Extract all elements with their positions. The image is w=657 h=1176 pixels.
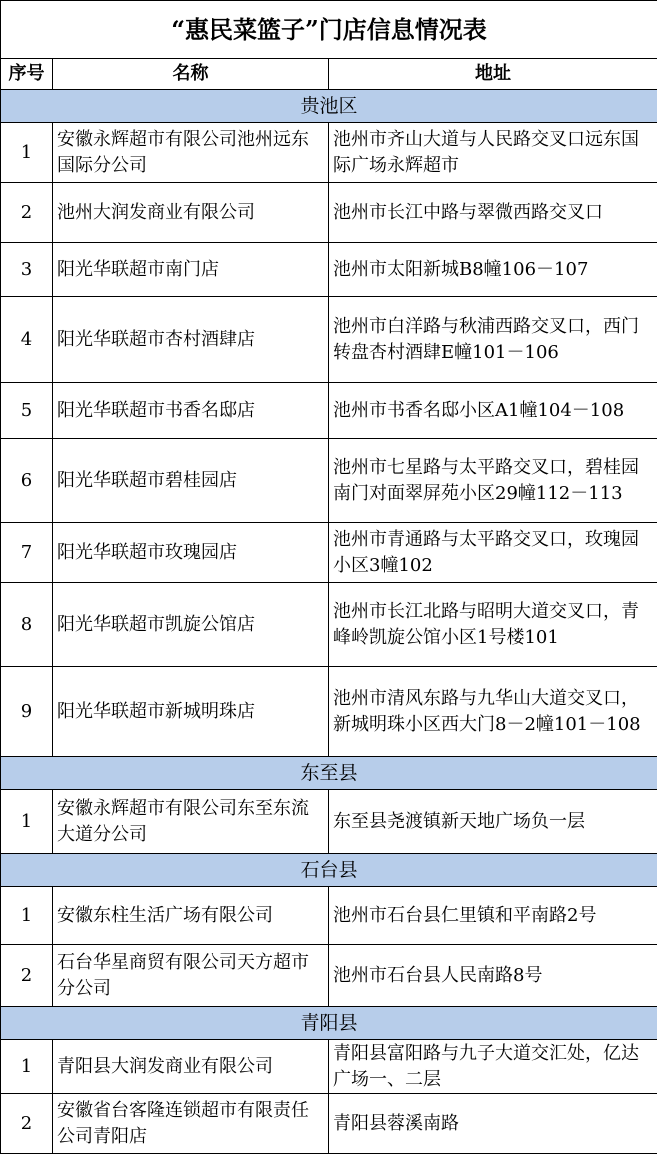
store-name: 阳光华联超市凯旋公馆店 (53, 583, 329, 667)
title-row (1, 1, 657, 59)
store-index: 1 (1, 123, 53, 183)
store-index: 3 (1, 243, 53, 297)
table-row (1, 523, 657, 583)
table-row (1, 583, 657, 667)
table-title: “惠民菜篮子”门店信息情况表 (1, 1, 657, 59)
table-row (1, 945, 657, 1007)
store-name: 阳光华联超市碧桂园店 (53, 439, 329, 523)
store-index: 2 (1, 1094, 53, 1154)
store-index: 2 (1, 945, 53, 1007)
store-name: 阳光华联超市玫瑰园店 (53, 523, 329, 583)
store-index: 1 (1, 1040, 53, 1094)
table-row (1, 887, 657, 945)
header-row (1, 59, 657, 90)
store-index: 4 (1, 297, 53, 383)
store-index: 1 (1, 790, 53, 854)
store-index: 2 (1, 183, 53, 243)
district-name: 东至县 (1, 757, 657, 790)
store-index: 7 (1, 523, 53, 583)
store-address: 青阳县富阳路与九子大道交汇处，亿达广场一、二层 (329, 1040, 657, 1094)
store-name: 安徽省台客隆连锁超市有限责任公司青阳店 (53, 1094, 329, 1154)
district-name: 贵池区 (1, 90, 657, 123)
table-row (1, 243, 657, 297)
store-name: 阳光华联超市杏村酒肆店 (53, 297, 329, 383)
store-name: 安徽永辉超市有限公司池州远东国际分公司 (53, 123, 329, 183)
store-index: 9 (1, 667, 53, 757)
store-index: 1 (1, 887, 53, 945)
store-address: 池州市清风东路与九华山大道交叉口，新城明珠小区西大门8－2幢101－108 (329, 667, 657, 757)
district-name: 青阳县 (1, 1007, 657, 1040)
table-row (1, 1094, 657, 1154)
table-row (1, 439, 657, 523)
store-address: 东至县尧渡镇新天地广场负一层 (329, 790, 657, 854)
store-address: 青阳县蓉溪南路 (329, 1094, 657, 1154)
table-row (1, 123, 657, 183)
table-row (1, 667, 657, 757)
store-name: 池州大润发商业有限公司 (53, 183, 329, 243)
store-name: 安徽永辉超市有限公司东至东流大道分公司 (53, 790, 329, 854)
store-index: 8 (1, 583, 53, 667)
district-row (1, 1007, 657, 1040)
table-row (1, 297, 657, 383)
store-address: 池州市石台县仁里镇和平南路2号 (329, 887, 657, 945)
district-row (1, 757, 657, 790)
store-address: 池州市太阳新城B8幢106－107 (329, 243, 657, 297)
store-name: 安徽东柱生活广场有限公司 (53, 887, 329, 945)
column-header-address: 地址 (329, 59, 657, 90)
district-name: 石台县 (1, 854, 657, 887)
column-header-name: 名称 (53, 59, 329, 90)
table-row (1, 790, 657, 854)
store-index: 5 (1, 383, 53, 439)
store-index: 6 (1, 439, 53, 523)
store-name: 阳光华联超市新城明珠店 (53, 667, 329, 757)
store-name: 阳光华联超市书香名邸店 (53, 383, 329, 439)
store-name: 石台华星商贸有限公司天方超市分公司 (53, 945, 329, 1007)
store-address: 池州市青通路与太平路交叉口，玫瑰园小区3幢102 (329, 523, 657, 583)
store-address: 池州市长江中路与翠微西路交叉口 (329, 183, 657, 243)
store-address: 池州市石台县人民南路8号 (329, 945, 657, 1007)
store-address: 池州市白洋路与秋浦西路交叉口，西门转盘杏村酒肆E幢101－106 (329, 297, 657, 383)
store-address: 池州市书香名邸小区A1幢104－108 (329, 383, 657, 439)
district-row (1, 854, 657, 887)
table-row (1, 383, 657, 439)
store-name: 青阳县大润发商业有限公司 (53, 1040, 329, 1094)
store-name: 阳光华联超市南门店 (53, 243, 329, 297)
table-row (1, 183, 657, 243)
store-address: 池州市长江北路与昭明大道交叉口，青峰岭凯旋公馆小区1号楼101 (329, 583, 657, 667)
column-header-index: 序号 (1, 59, 53, 90)
store-address: 池州市齐山大道与人民路交叉口远东国际广场永辉超市 (329, 123, 657, 183)
table-row (1, 1040, 657, 1094)
store-address: 池州市七星路与太平路交叉口，碧桂园南门对面翠屏苑小区29幢112－113 (329, 439, 657, 523)
district-row (1, 90, 657, 123)
